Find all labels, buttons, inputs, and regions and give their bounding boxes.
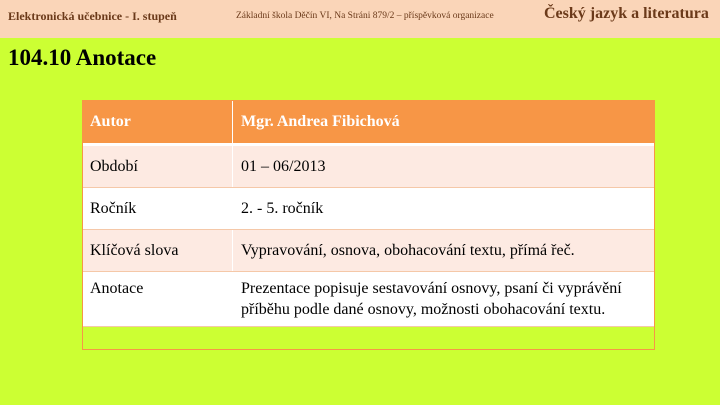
table-row [82,188,655,230]
table-label-cell: Klíčová slova [82,230,233,272]
table-row [82,272,655,327]
header-school-text: Základní škola Děčín VI, Na Stráni 879/2 – příspěvková organizace [236,11,494,21]
table-header-row [82,100,655,145]
table-row [82,145,655,188]
table-label-cell: Anotace [82,272,233,327]
table-row [82,230,655,272]
header-left-text: Elektronická učebnice - I. stupeň [8,9,177,23]
table-value-cell: 2. - 5. ročník [233,188,655,230]
table-label-cell: Období [82,145,233,188]
header-bar [0,0,720,38]
table-label-cell: Ročník [82,188,233,230]
table-value-cell: Prezentace popisuje sestavování osnovy, psaní či vyprávění příběhu podle dané osnovy, možnosti obohacování textu. [233,272,655,327]
table-value-cell: Vypravování, osnova, obohacování textu, přímá řeč. [233,230,655,272]
annotation-table [82,100,655,327]
page-title: 104.10 Anotace [8,45,157,70]
header-subject-text: Český jazyk a literatura [544,5,709,22]
table-value-cell: 01 – 06/2013 [233,145,655,188]
table-header-cell: Mgr. Andrea Fibichová [233,100,655,145]
table-header-cell: Autor [82,100,233,145]
